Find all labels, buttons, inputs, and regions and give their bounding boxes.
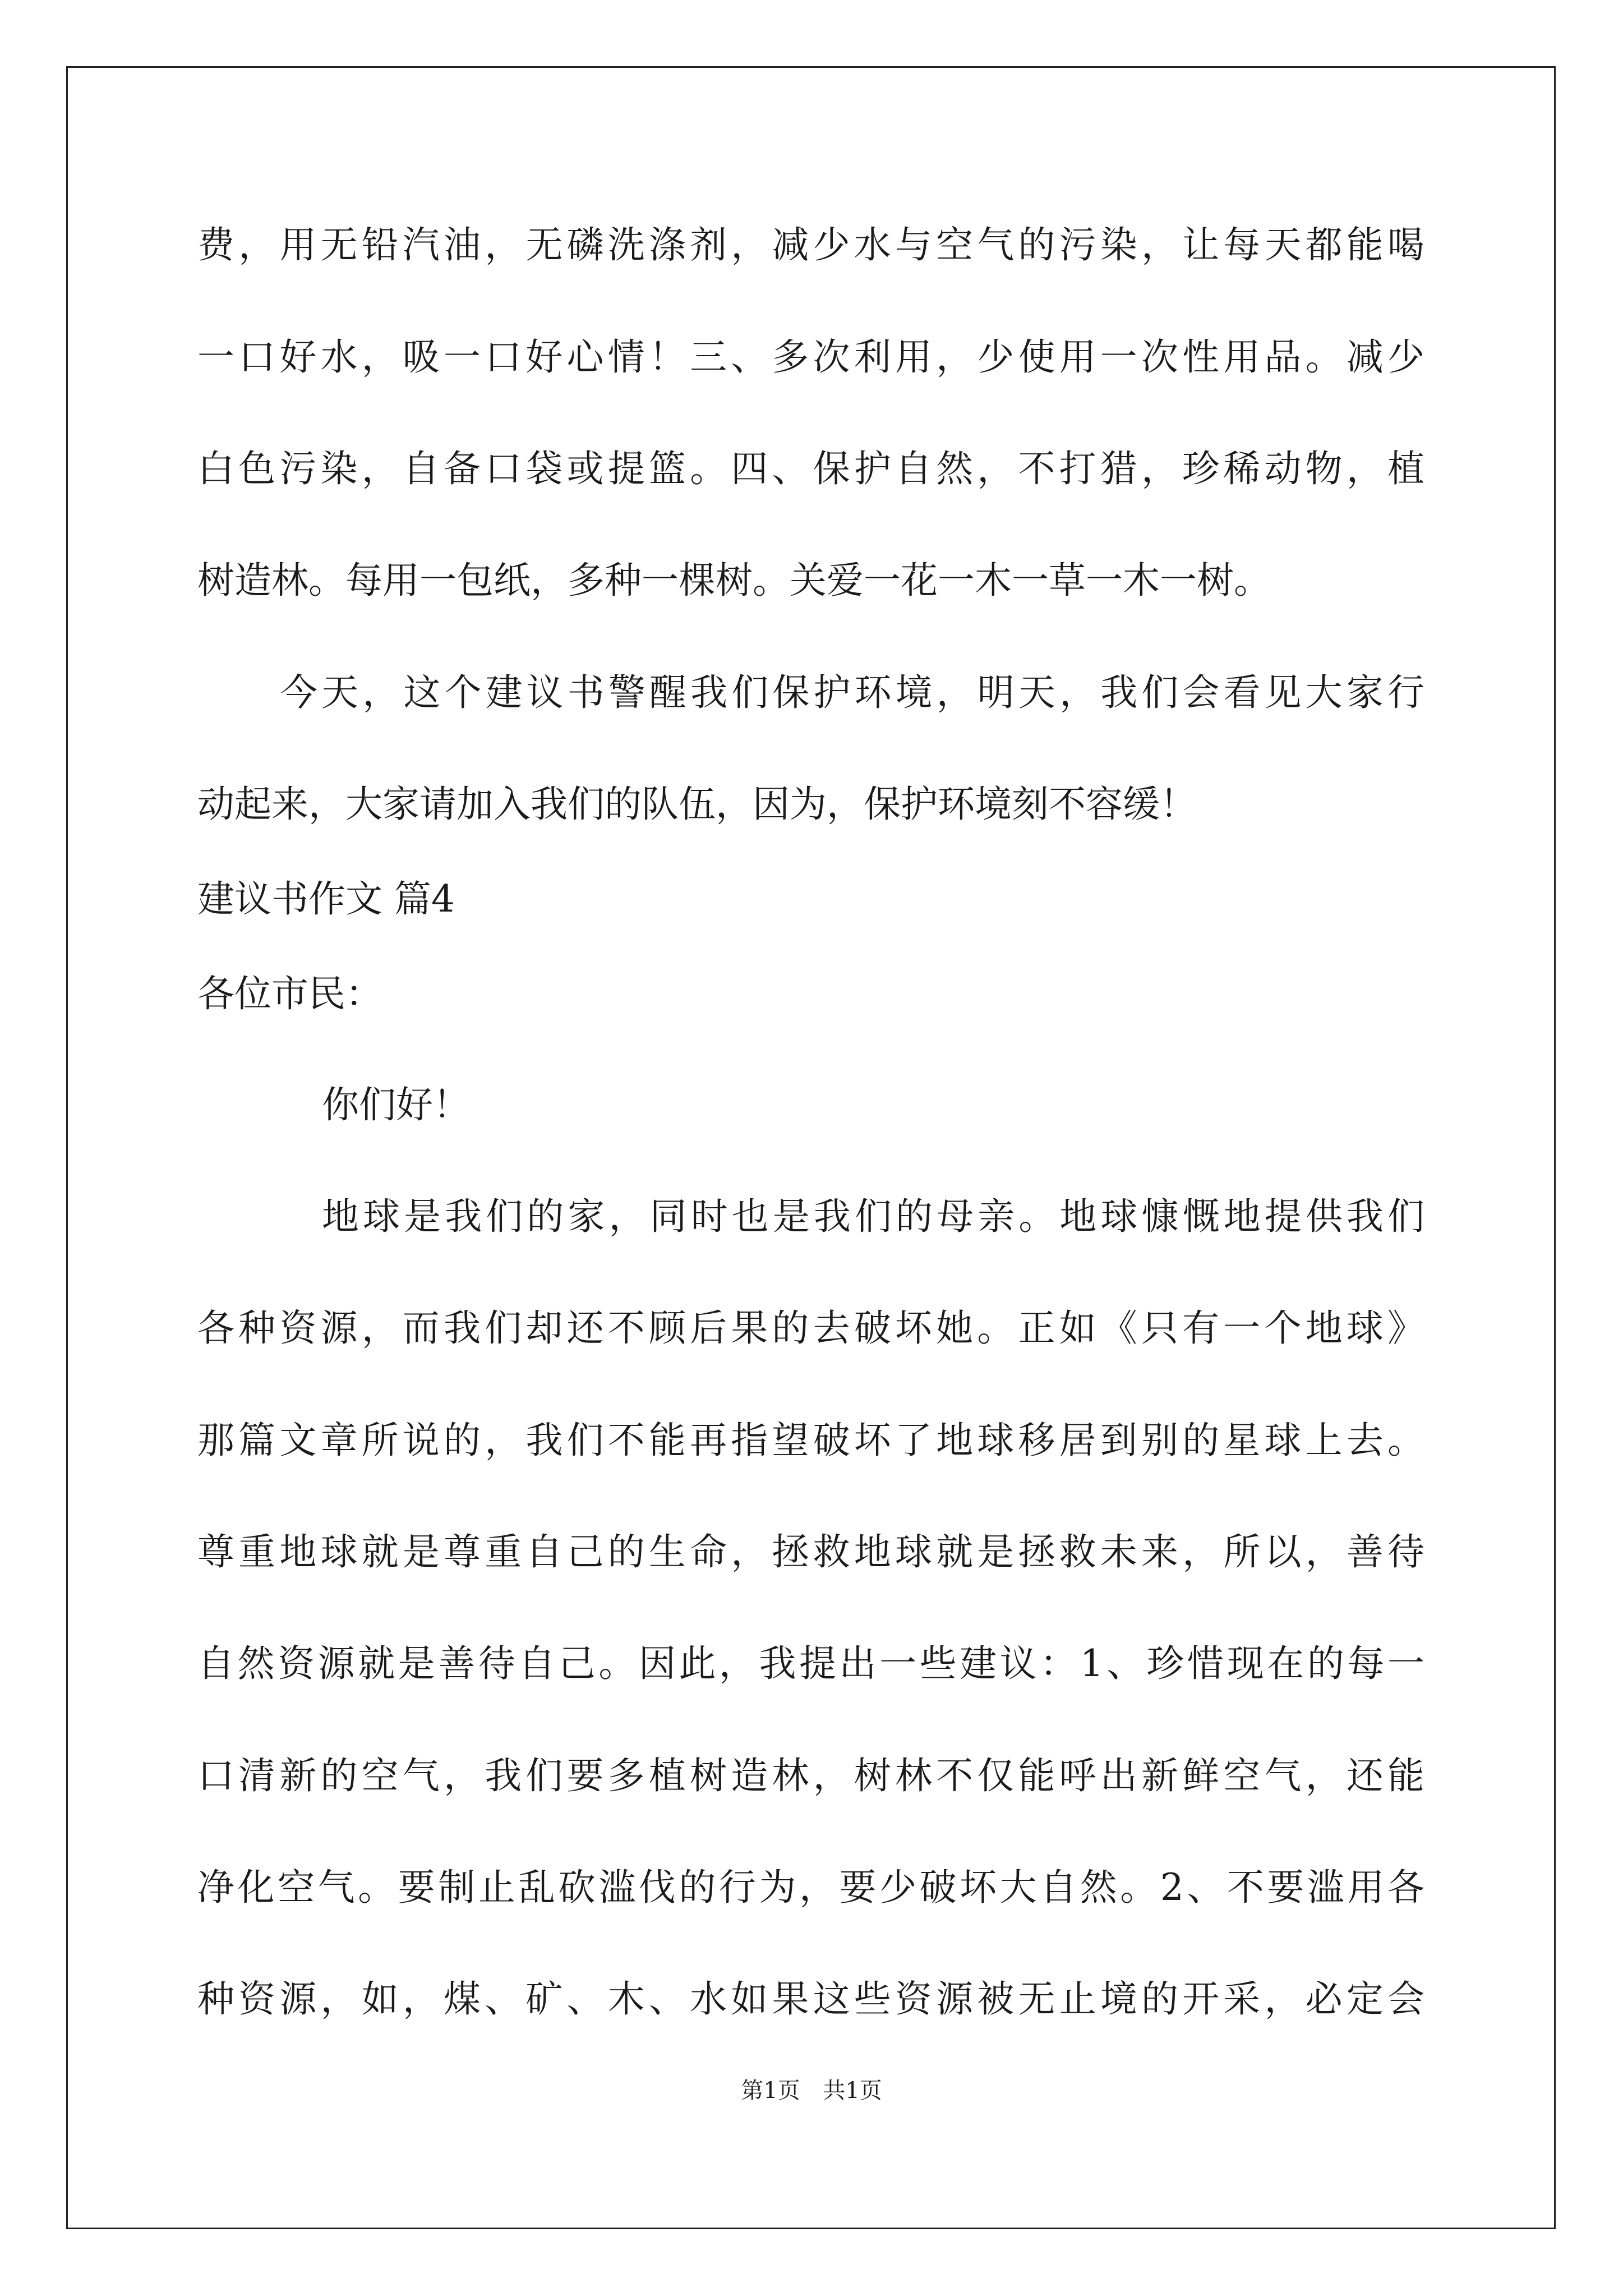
body-text-line: 费，用无铅汽油，无磷洗涤剂，减少水与空气的污染，让每天都能喝 <box>197 223 1424 266</box>
body-text-line: 各种资源，而我们却还不顾后果的去破坏她。正如《只有一个地球》 <box>197 1306 1424 1350</box>
salutation: 各位市民： <box>197 972 382 1015</box>
paragraph-first-line: 地球是我们的家，同时也是我们的母亲。地球慷慨地提供我们 <box>322 1195 1424 1238</box>
body-text-line: 自然资源就是善待自己。因此，我提出一些建议：1、珍惜现在的每一 <box>197 1642 1424 1685</box>
body-text-line: 口清新的空气，我们要多植树造林，树林不仅能呼出新鲜空气，还能 <box>197 1754 1424 1797</box>
body-text-line: 尊重地球就是尊重自己的生命，拯救地球就是拯救未来，所以，善待 <box>197 1530 1424 1573</box>
body-text-line: 一口好水，吸一口好心情！三、多次利用，少使用一次性用品。减少 <box>197 335 1424 379</box>
greeting: 你们好！ <box>322 1083 470 1126</box>
page-total: 共1页 <box>823 2078 882 2104</box>
page-footer <box>0 2077 1623 2105</box>
body-text-line: 树造林。每用一包纸，多种一棵树。关爱一花一木一草一木一树。 <box>197 559 1271 602</box>
body-text-line: 白色污染，自备口袋或提篮。四、保护自然，不打猎，珍稀动物，植 <box>197 447 1424 490</box>
body-text-line: 那篇文章所说的，我们不能再指望破坏了地球移居到别的星球上去。 <box>197 1419 1424 1462</box>
section-heading: 建议书作文 篇4 <box>197 877 455 921</box>
body-text-line: 净化空气。要制止乱砍滥伐的行为，要少破坏大自然。2、不要滥用各 <box>197 1866 1424 1909</box>
body-text-line: 种资源，如，煤、矿、木、水如果这些资源被无止境的开采，必定会 <box>197 1977 1424 2021</box>
paragraph-first-line: 今天，这个建议书警醒我们保护环境，明天，我们会看见大家行 <box>280 671 1424 714</box>
page-number: 第1页 <box>741 2078 800 2104</box>
body-text-line: 动起来，大家请加入我们的队伍，因为，保护环境刻不容缓！ <box>197 783 1197 826</box>
